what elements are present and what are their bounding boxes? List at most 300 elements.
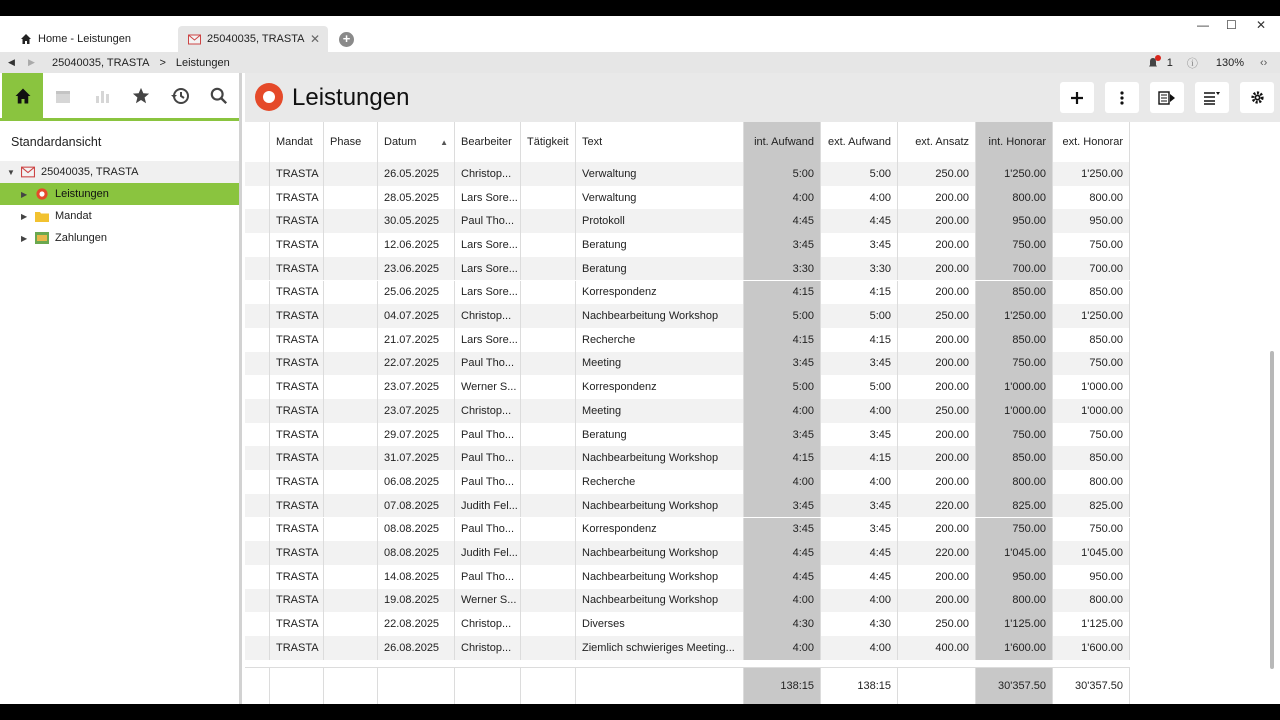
search-icon	[210, 87, 228, 105]
cell-text: Protokoll	[576, 209, 744, 233]
table-row[interactable]	[245, 565, 1130, 589]
cell-int-aufwand: 4:00	[744, 636, 821, 660]
cell-text: Beratung	[576, 233, 744, 257]
cell-int-honorar: 800.00	[976, 186, 1053, 210]
add-button[interactable]	[1060, 82, 1094, 113]
cell-taetigkeit	[521, 423, 576, 447]
table-row[interactable]	[245, 162, 1130, 186]
cell-phase	[324, 589, 378, 613]
cell-ext-ansatz: 200.00	[898, 352, 976, 376]
breadcrumb	[0, 52, 1280, 73]
cell-bearbeiter: Paul Tho...	[455, 470, 521, 494]
table-row[interactable]	[245, 257, 1130, 281]
cell-phase	[324, 281, 378, 305]
cell-phase	[324, 541, 378, 565]
cell-int-aufwand: 4:45	[744, 209, 821, 233]
table-row[interactable]	[245, 518, 1130, 542]
cell-datum: 08.08.2025	[378, 518, 455, 542]
table-row[interactable]	[245, 304, 1130, 328]
tab-label: Home - Leistungen	[38, 33, 131, 45]
row-selector[interactable]	[245, 612, 270, 636]
cell-datum: 29.07.2025	[378, 423, 455, 447]
vertical-scrollbar[interactable]	[1270, 351, 1274, 669]
cell-int-aufwand: 3:45	[744, 352, 821, 376]
table-row[interactable]	[245, 399, 1130, 423]
row-selector[interactable]	[245, 328, 270, 352]
cell-int-honorar: 750.00	[976, 423, 1053, 447]
cell-ext-ansatz: 200.00	[898, 209, 976, 233]
more-options-button[interactable]	[1105, 82, 1139, 113]
cell-int-honorar: 950.00	[976, 565, 1053, 589]
tab-home[interactable]	[10, 26, 178, 52]
cell-phase	[324, 304, 378, 328]
cell-mandat: TRASTA	[270, 375, 324, 399]
cell-text: Beratung	[576, 257, 744, 281]
cell-int-honorar: 850.00	[976, 446, 1053, 470]
cell-datum: 19.08.2025	[378, 589, 455, 613]
cell-mandat: TRASTA	[270, 541, 324, 565]
cell-phase	[324, 186, 378, 210]
tree-node-mandat[interactable]	[0, 205, 239, 227]
cell-phase	[324, 328, 378, 352]
cell-int-honorar: 750.00	[976, 233, 1053, 257]
leistungen-table	[245, 122, 1276, 704]
cell-phase	[324, 494, 378, 518]
cell-datum: 06.08.2025	[378, 470, 455, 494]
cell-mandat: TRASTA	[270, 446, 324, 470]
column-header-int-honorar[interactable]: int. Honorar	[976, 122, 1053, 162]
folder-icon	[35, 210, 49, 222]
tree-node-label: Leistungen	[55, 188, 109, 200]
tab-label: 25040035, TRASTA	[207, 33, 305, 45]
cell-phase	[324, 518, 378, 542]
total-ext-aufwand: 138:15	[821, 668, 898, 704]
cell-ext-aufwand: 4:00	[821, 636, 898, 660]
tree-node-label: Zahlungen	[55, 232, 107, 244]
home-icon	[20, 33, 32, 45]
navigation-tree	[0, 161, 239, 249]
cell-datum: 30.05.2025	[378, 209, 455, 233]
cell-ext-aufwand: 4:00	[821, 470, 898, 494]
cell-int-honorar: 800.00	[976, 470, 1053, 494]
cell-text: Korrespondenz	[576, 281, 744, 305]
cell-ext-aufwand: 3:45	[821, 494, 898, 518]
cell-ext-ansatz: 200.00	[898, 446, 976, 470]
cell-ext-aufwand: 4:00	[821, 186, 898, 210]
cell-ext-honorar: 1'600.00	[1053, 636, 1130, 660]
cell-mandat: TRASTA	[270, 304, 324, 328]
cell-taetigkeit	[521, 518, 576, 542]
cell-ext-ansatz: 400.00	[898, 636, 976, 660]
cell-int-aufwand: 4:15	[744, 446, 821, 470]
cell-int-honorar: 1'250.00	[976, 304, 1053, 328]
cell-bearbeiter: Werner S...	[455, 375, 521, 399]
page-title: Leistungen	[292, 84, 410, 111]
cell-bearbeiter: Lars Sore...	[455, 257, 521, 281]
settings-button[interactable]	[1240, 82, 1274, 113]
view-title[interactable]: Standardansicht	[11, 135, 102, 149]
table-row[interactable]	[245, 233, 1130, 257]
cell-int-aufwand: 4:30	[744, 612, 821, 636]
table-row[interactable]	[245, 494, 1130, 518]
cell-phase	[324, 257, 378, 281]
tree-node-mandat-root[interactable]	[0, 161, 239, 183]
history-icon	[170, 86, 190, 106]
table-row[interactable]	[245, 612, 1130, 636]
cell-mandat: TRASTA	[270, 518, 324, 542]
cell-bearbeiter: Paul Tho...	[455, 565, 521, 589]
table-row[interactable]	[245, 423, 1130, 447]
main-header	[245, 73, 1280, 122]
close-window-icon[interactable]: ✕	[1256, 18, 1267, 32]
cell-int-aufwand: 4:00	[744, 589, 821, 613]
cell-ext-aufwand: 4:45	[821, 541, 898, 565]
cell-ext-honorar: 800.00	[1053, 470, 1130, 494]
collapse-arrow-icon[interactable]: ▼	[7, 167, 15, 177]
cell-int-aufwand: 4:15	[744, 328, 821, 352]
tree-node-label: 25040035, TRASTA	[41, 166, 139, 178]
table-row[interactable]	[245, 636, 1130, 660]
cell-ext-honorar: 1'250.00	[1053, 162, 1130, 186]
cell-ext-aufwand: 5:00	[821, 162, 898, 186]
cell-ext-ansatz: 200.00	[898, 589, 976, 613]
totals-cell	[245, 668, 270, 704]
row-selector[interactable]	[245, 494, 270, 518]
cell-ext-ansatz: 220.00	[898, 494, 976, 518]
calendar-icon	[55, 88, 71, 104]
sort-list-icon	[1203, 91, 1221, 105]
table-row[interactable]	[245, 209, 1130, 233]
table-header	[245, 122, 1130, 162]
cell-int-honorar: 1'600.00	[976, 636, 1053, 660]
row-selector[interactable]	[245, 636, 270, 660]
cell-ext-ansatz: 200.00	[898, 470, 976, 494]
row-selector[interactable]	[245, 233, 270, 257]
total-int-aufwand: 138:15	[744, 668, 821, 704]
zoom-level[interactable]: 130%	[1215, 56, 1244, 69]
cell-int-aufwand: 5:00	[744, 304, 821, 328]
cell-int-honorar: 950.00	[976, 209, 1053, 233]
column-header-phase[interactable]: Phase	[324, 122, 378, 162]
back-icon[interactable]: ◀	[8, 57, 15, 67]
cell-mandat: TRASTA	[270, 636, 324, 660]
cell-taetigkeit	[521, 257, 576, 281]
row-selector[interactable]	[245, 565, 270, 589]
info-icon[interactable]: ⓘ	[1186, 57, 1198, 70]
cell-ext-ansatz: 200.00	[898, 518, 976, 542]
cell-phase	[324, 233, 378, 257]
cell-text: Nachbearbeitung Workshop	[576, 446, 744, 470]
plus-icon	[1070, 91, 1084, 105]
kebab-menu-icon	[1120, 91, 1124, 105]
cell-bearbeiter: Paul Tho...	[455, 518, 521, 542]
row-selector[interactable]	[245, 162, 270, 186]
cell-ext-aufwand: 4:15	[821, 446, 898, 470]
cell-bearbeiter: Lars Sore...	[455, 186, 521, 210]
sort-ascending-icon: ▲	[440, 137, 448, 147]
expand-arrow-icon[interactable]: ▶	[21, 233, 28, 243]
row-selector[interactable]	[245, 186, 270, 210]
cell-taetigkeit	[521, 470, 576, 494]
cell-datum: 26.08.2025	[378, 636, 455, 660]
cell-taetigkeit	[521, 281, 576, 305]
cell-bearbeiter: Lars Sore...	[455, 328, 521, 352]
table-row[interactable]	[245, 281, 1130, 305]
cell-bearbeiter: Christop...	[455, 304, 521, 328]
cell-taetigkeit	[521, 375, 576, 399]
filter-sort-button[interactable]	[1195, 82, 1229, 113]
cell-datum: 21.07.2025	[378, 328, 455, 352]
cell-datum: 25.06.2025	[378, 281, 455, 305]
row-selector[interactable]	[245, 589, 270, 613]
breadcrumb-item-mandat[interactable]: 25040035, TRASTA	[52, 56, 150, 69]
cell-ext-honorar: 850.00	[1053, 281, 1130, 305]
cell-ext-honorar: 800.00	[1053, 186, 1130, 210]
calendar-tool-button[interactable]	[43, 73, 82, 118]
cell-datum: 22.07.2025	[378, 352, 455, 376]
cell-text: Ziemlich schwieriges Meeting...	[576, 636, 744, 660]
table-row[interactable]	[245, 446, 1130, 470]
cell-bearbeiter: Lars Sore...	[455, 233, 521, 257]
cell-int-honorar: 1'000.00	[976, 399, 1053, 423]
cell-ext-honorar: 750.00	[1053, 518, 1130, 542]
row-selector[interactable]	[245, 470, 270, 494]
cell-int-honorar: 850.00	[976, 281, 1053, 305]
tree-node-label: Mandat	[55, 210, 92, 222]
row-selector[interactable]	[245, 352, 270, 376]
tab-mandat[interactable]	[178, 26, 328, 52]
table-row[interactable]	[245, 541, 1130, 565]
tab-bar	[0, 16, 1280, 52]
cell-phase	[324, 612, 378, 636]
cell-taetigkeit	[521, 304, 576, 328]
cell-ext-honorar: 950.00	[1053, 565, 1130, 589]
history-tool-button[interactable]	[161, 73, 200, 118]
cell-datum: 04.07.2025	[378, 304, 455, 328]
row-selector[interactable]	[245, 399, 270, 423]
leistungen-logo-icon	[255, 83, 283, 111]
total-int-honorar: 30'357.50	[976, 668, 1053, 704]
cell-int-honorar: 1'045.00	[976, 541, 1053, 565]
cell-int-honorar: 1'000.00	[976, 375, 1053, 399]
sidebar-toolbar	[0, 73, 239, 121]
row-selector[interactable]	[245, 209, 270, 233]
cell-int-aufwand: 3:45	[744, 494, 821, 518]
cell-text: Meeting	[576, 352, 744, 376]
breadcrumb-separator: >	[159, 56, 166, 69]
cell-bearbeiter: Judith Fel...	[455, 541, 521, 565]
cell-mandat: TRASTA	[270, 352, 324, 376]
mail-icon	[188, 34, 201, 45]
cell-ext-honorar: 950.00	[1053, 209, 1130, 233]
table-row[interactable]	[245, 352, 1130, 376]
cell-ext-ansatz: 200.00	[898, 233, 976, 257]
table-row[interactable]	[245, 470, 1130, 494]
new-tab-icon[interactable]: +	[339, 32, 354, 47]
cell-ext-honorar: 700.00	[1053, 257, 1130, 281]
cell-int-aufwand: 4:15	[744, 281, 821, 305]
expand-arrow-icon[interactable]: ▶	[21, 211, 28, 221]
table-row[interactable]	[245, 186, 1130, 210]
cell-datum: 23.07.2025	[378, 375, 455, 399]
search-tool-button[interactable]	[200, 73, 239, 118]
totals-cell	[455, 668, 521, 704]
cell-ext-ansatz: 200.00	[898, 281, 976, 305]
close-tab-icon[interactable]: ✕	[309, 32, 320, 46]
cell-taetigkeit	[521, 494, 576, 518]
cell-ext-aufwand: 4:15	[821, 281, 898, 305]
cell-bearbeiter: Christop...	[455, 399, 521, 423]
chart-tool-button[interactable]	[82, 73, 121, 118]
column-header-label: Datum	[384, 136, 417, 148]
cell-datum: 31.07.2025	[378, 446, 455, 470]
cell-phase	[324, 565, 378, 589]
cell-int-aufwand: 4:00	[744, 470, 821, 494]
column-header-ext-ansatz[interactable]: ext. Ansatz	[898, 122, 976, 162]
cell-int-aufwand: 3:45	[744, 518, 821, 542]
row-selector[interactable]	[245, 375, 270, 399]
table-row[interactable]	[245, 589, 1130, 613]
cell-int-aufwand: 5:00	[744, 375, 821, 399]
cell-ext-honorar: 850.00	[1053, 446, 1130, 470]
cell-mandat: TRASTA	[270, 470, 324, 494]
cell-int-honorar: 1'250.00	[976, 162, 1053, 186]
cell-mandat: TRASTA	[270, 423, 324, 447]
tree-node-zahlungen[interactable]	[0, 227, 239, 249]
totals-cell	[898, 668, 976, 704]
totals-cell	[521, 668, 576, 704]
totals-cell	[324, 668, 378, 704]
cell-phase	[324, 162, 378, 186]
column-header-mandat[interactable]: Mandat	[270, 122, 324, 162]
table-row[interactable]	[245, 375, 1130, 399]
cell-bearbeiter: Christop...	[455, 162, 521, 186]
cell-ext-aufwand: 3:45	[821, 352, 898, 376]
home-tool-button[interactable]	[2, 73, 43, 118]
cell-int-honorar: 1'125.00	[976, 612, 1053, 636]
cell-text: Beratung	[576, 423, 744, 447]
column-header-bearbeiter[interactable]: Bearbeiter	[455, 122, 521, 162]
cell-ext-honorar: 1'125.00	[1053, 612, 1130, 636]
cell-taetigkeit	[521, 399, 576, 423]
cell-phase	[324, 636, 378, 660]
cell-ext-honorar: 750.00	[1053, 352, 1130, 376]
mail-icon	[21, 166, 35, 178]
cell-mandat: TRASTA	[270, 328, 324, 352]
cell-ext-ansatz: 220.00	[898, 541, 976, 565]
cell-bearbeiter: Christop...	[455, 612, 521, 636]
minimize-icon[interactable]: —	[1197, 18, 1209, 32]
payments-icon	[35, 232, 49, 244]
cell-ext-honorar: 825.00	[1053, 494, 1130, 518]
cell-bearbeiter: Judith Fel...	[455, 494, 521, 518]
cell-ext-ansatz: 200.00	[898, 375, 976, 399]
maximize-icon[interactable]: ☐	[1226, 18, 1237, 32]
star-icon	[132, 87, 150, 105]
column-header-int-aufwand[interactable]: int. Aufwand	[744, 122, 821, 162]
column-header-datum[interactable]	[378, 122, 455, 162]
row-selector[interactable]	[245, 518, 270, 542]
cell-mandat: TRASTA	[270, 186, 324, 210]
row-selector[interactable]	[245, 304, 270, 328]
cell-ext-aufwand: 3:45	[821, 423, 898, 447]
table-totals-row	[245, 667, 1130, 704]
table-row[interactable]	[245, 328, 1130, 352]
cell-int-aufwand: 4:00	[744, 399, 821, 423]
cell-ext-ansatz: 200.00	[898, 328, 976, 352]
cell-datum: 08.08.2025	[378, 541, 455, 565]
column-header-ext-aufwand[interactable]: ext. Aufwand	[821, 122, 898, 162]
cell-mandat: TRASTA	[270, 209, 324, 233]
cell-ext-aufwand: 5:00	[821, 375, 898, 399]
column-header-ext-honorar[interactable]: ext. Honorar	[1053, 122, 1130, 162]
cell-taetigkeit	[521, 328, 576, 352]
tree-node-leistungen[interactable]	[0, 183, 239, 205]
cell-bearbeiter: Paul Tho...	[455, 446, 521, 470]
cell-ext-ansatz: 200.00	[898, 257, 976, 281]
cell-taetigkeit	[521, 209, 576, 233]
totals-cell	[576, 668, 744, 704]
row-selector[interactable]	[245, 257, 270, 281]
cell-ext-aufwand: 4:00	[821, 589, 898, 613]
home-icon	[14, 87, 32, 105]
cell-int-honorar: 825.00	[976, 494, 1053, 518]
column-header-taetigkeit[interactable]: Tätigkeit	[521, 122, 576, 162]
cell-int-honorar: 750.00	[976, 518, 1053, 542]
cell-datum: 23.06.2025	[378, 257, 455, 281]
cell-ext-honorar: 750.00	[1053, 233, 1130, 257]
cell-ext-honorar: 850.00	[1053, 328, 1130, 352]
cell-mandat: TRASTA	[270, 399, 324, 423]
cell-mandat: TRASTA	[270, 565, 324, 589]
detail-view-button[interactable]	[1150, 82, 1184, 113]
app-window	[0, 16, 1280, 704]
cell-int-aufwand: 5:00	[744, 162, 821, 186]
cell-int-honorar: 800.00	[976, 589, 1053, 613]
row-selector[interactable]	[245, 446, 270, 470]
cell-ext-aufwand: 3:30	[821, 257, 898, 281]
cell-ext-ansatz: 250.00	[898, 612, 976, 636]
cell-ext-aufwand: 4:00	[821, 399, 898, 423]
expand-arrow-icon[interactable]: ▶	[21, 189, 28, 199]
cell-text: Verwaltung	[576, 186, 744, 210]
cell-text: Recherche	[576, 470, 744, 494]
chart-icon	[94, 88, 110, 104]
cell-taetigkeit	[521, 233, 576, 257]
breadcrumb-item-leistungen[interactable]: Leistungen	[175, 56, 230, 69]
cell-int-aufwand: 3:30	[744, 257, 821, 281]
cell-int-honorar: 850.00	[976, 328, 1053, 352]
favorites-tool-button[interactable]	[121, 73, 160, 118]
cell-ext-honorar: 1'045.00	[1053, 541, 1130, 565]
bell-icon[interactable]	[1147, 57, 1159, 69]
more-icon[interactable]: ‹›	[1260, 56, 1268, 69]
cell-ext-honorar: 750.00	[1053, 423, 1130, 447]
row-selector[interactable]	[245, 281, 270, 305]
row-selector[interactable]	[245, 541, 270, 565]
cell-phase	[324, 209, 378, 233]
forward-icon[interactable]: ▶	[28, 57, 35, 67]
cell-ext-ansatz: 200.00	[898, 186, 976, 210]
totals-cell	[270, 668, 324, 704]
column-header-text[interactable]: Text	[576, 122, 744, 162]
cell-datum: 14.08.2025	[378, 565, 455, 589]
sidebar	[0, 73, 242, 704]
cell-int-honorar: 700.00	[976, 257, 1053, 281]
cell-mandat: TRASTA	[270, 281, 324, 305]
row-selector[interactable]	[245, 423, 270, 447]
cell-text: Meeting	[576, 399, 744, 423]
